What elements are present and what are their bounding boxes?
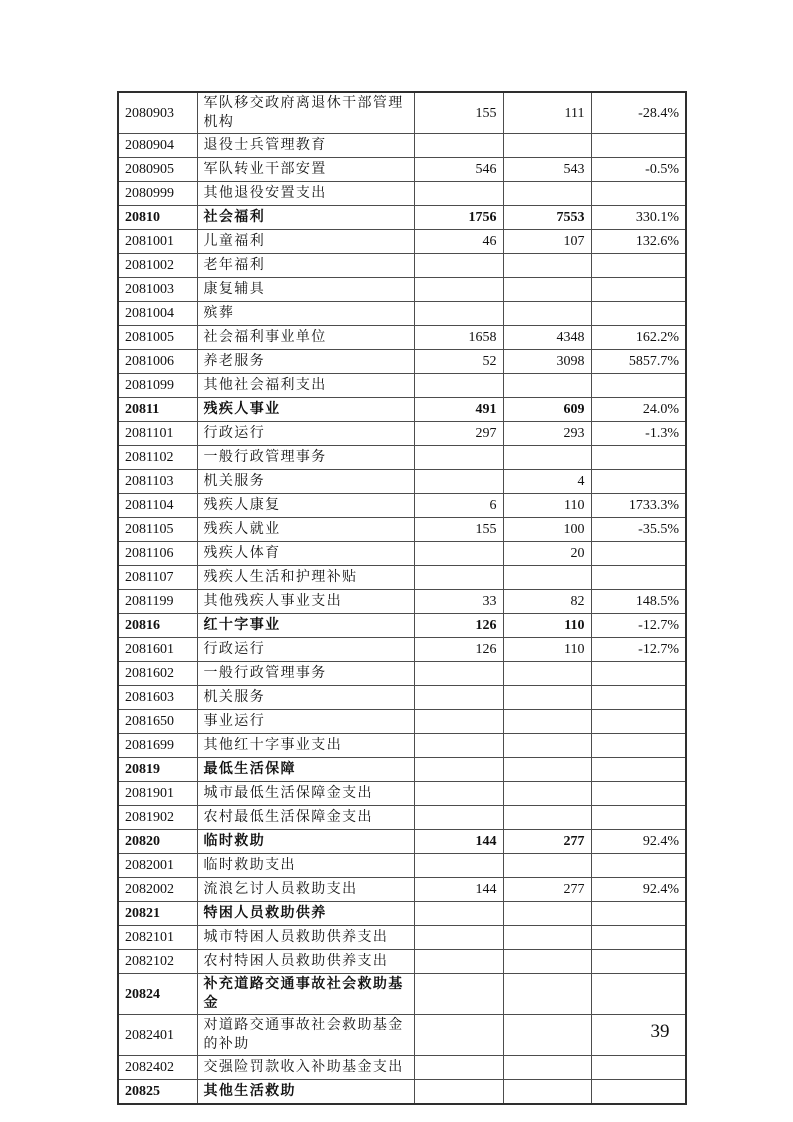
- table-row: [118, 974, 686, 1015]
- code-cell: 2081101: [118, 422, 197, 446]
- table-row: [118, 134, 686, 158]
- code-cell: 2081004: [118, 302, 197, 326]
- amount1-cell: [414, 734, 503, 758]
- amount1-cell: 126: [414, 638, 503, 662]
- amount2-cell: 110: [503, 494, 591, 518]
- code-cell: 2082102: [118, 950, 197, 974]
- table-row: [118, 518, 686, 542]
- name-cell: 事业运行: [197, 710, 414, 734]
- pct-cell: [591, 1056, 686, 1080]
- name-cell: 机关服务: [197, 686, 414, 710]
- code-cell: 2081099: [118, 374, 197, 398]
- name-cell: 机关服务: [197, 470, 414, 494]
- pct-cell: [591, 902, 686, 926]
- name-cell: 养老服务: [197, 350, 414, 374]
- amount1-cell: [414, 902, 503, 926]
- amount2-cell: [503, 182, 591, 206]
- pct-cell: -12.7%: [591, 614, 686, 638]
- name-cell: 老年福利: [197, 254, 414, 278]
- amount1-cell: [414, 806, 503, 830]
- code-cell: 20816: [118, 614, 197, 638]
- code-cell: 2082002: [118, 878, 197, 902]
- code-cell: 2081001: [118, 230, 197, 254]
- pct-cell: 330.1%: [591, 206, 686, 230]
- name-cell: 农村最低生活保障金支出: [197, 806, 414, 830]
- code-cell: 2081699: [118, 734, 197, 758]
- amount2-cell: 277: [503, 830, 591, 854]
- pct-cell: [591, 446, 686, 470]
- table-row: [118, 206, 686, 230]
- pct-cell: [591, 686, 686, 710]
- table-row: [118, 926, 686, 950]
- code-cell: 2081601: [118, 638, 197, 662]
- pct-cell: [591, 182, 686, 206]
- pct-cell: [591, 566, 686, 590]
- amount1-cell: [414, 566, 503, 590]
- pct-cell: [591, 278, 686, 302]
- pct-cell: [591, 470, 686, 494]
- name-cell: 流浪乞讨人员救助支出: [197, 878, 414, 902]
- table-row: [118, 830, 686, 854]
- code-cell: 2081106: [118, 542, 197, 566]
- amount1-cell: [414, 1056, 503, 1080]
- name-cell: 残疾人康复: [197, 494, 414, 518]
- name-cell: 农村特困人员救助供养支出: [197, 950, 414, 974]
- code-cell: 2082101: [118, 926, 197, 950]
- code-cell: 2082402: [118, 1056, 197, 1080]
- amount2-cell: 293: [503, 422, 591, 446]
- amount1-cell: 46: [414, 230, 503, 254]
- name-cell: 行政运行: [197, 638, 414, 662]
- name-cell: 对道路交通事故社会救助基金的补助: [197, 1015, 414, 1056]
- amount1-cell: [414, 758, 503, 782]
- pct-cell: [591, 1080, 686, 1105]
- code-cell: 2081107: [118, 566, 197, 590]
- table-row: [118, 494, 686, 518]
- name-cell: 殡葬: [197, 302, 414, 326]
- pct-cell: 132.6%: [591, 230, 686, 254]
- pct-cell: [591, 542, 686, 566]
- name-cell: 城市最低生活保障金支出: [197, 782, 414, 806]
- code-cell: 20820: [118, 830, 197, 854]
- amount2-cell: 7553: [503, 206, 591, 230]
- pct-cell: -12.7%: [591, 638, 686, 662]
- pct-cell: [591, 782, 686, 806]
- pct-cell: -0.5%: [591, 158, 686, 182]
- amount1-cell: [414, 182, 503, 206]
- table-row: [118, 230, 686, 254]
- code-cell: 2081006: [118, 350, 197, 374]
- amount1-cell: [414, 950, 503, 974]
- name-cell: 红十字事业: [197, 614, 414, 638]
- code-cell: 2081103: [118, 470, 197, 494]
- code-cell: 2081002: [118, 254, 197, 278]
- code-cell: 2081901: [118, 782, 197, 806]
- amount1-cell: [414, 542, 503, 566]
- name-cell: 最低生活保障: [197, 758, 414, 782]
- pct-cell: [591, 134, 686, 158]
- table-row: [118, 686, 686, 710]
- table-row: [118, 854, 686, 878]
- pct-cell: [591, 950, 686, 974]
- pct-cell: [591, 806, 686, 830]
- amount1-cell: 1658: [414, 326, 503, 350]
- code-cell: 2081102: [118, 446, 197, 470]
- amount1-cell: 33: [414, 590, 503, 614]
- code-cell: 2081005: [118, 326, 197, 350]
- pct-cell: [591, 374, 686, 398]
- pct-cell: 92.4%: [591, 878, 686, 902]
- amount2-cell: [503, 134, 591, 158]
- table-row: [118, 326, 686, 350]
- amount2-cell: [503, 782, 591, 806]
- pct-cell: [591, 758, 686, 782]
- amount2-cell: 110: [503, 638, 591, 662]
- pct-cell: [591, 254, 686, 278]
- code-cell: 2080999: [118, 182, 197, 206]
- code-cell: 2081003: [118, 278, 197, 302]
- amount1-cell: [414, 782, 503, 806]
- budget-table-body: [118, 92, 686, 1104]
- table-row: [118, 470, 686, 494]
- amount2-cell: 4348: [503, 326, 591, 350]
- amount2-cell: 110: [503, 614, 591, 638]
- name-cell: 其他社会福利支出: [197, 374, 414, 398]
- amount1-cell: [414, 1080, 503, 1105]
- code-cell: 2081650: [118, 710, 197, 734]
- table-row: [118, 398, 686, 422]
- amount1-cell: [414, 134, 503, 158]
- table-row: [118, 638, 686, 662]
- amount1-cell: [414, 854, 503, 878]
- amount2-cell: 3098: [503, 350, 591, 374]
- amount2-cell: 107: [503, 230, 591, 254]
- code-cell: 2081602: [118, 662, 197, 686]
- budget-table: [117, 91, 687, 1105]
- table-row: [118, 614, 686, 638]
- amount2-cell: [503, 254, 591, 278]
- amount2-cell: 20: [503, 542, 591, 566]
- amount1-cell: [414, 662, 503, 686]
- table-row: [118, 806, 686, 830]
- pct-cell: 148.5%: [591, 590, 686, 614]
- amount2-cell: 543: [503, 158, 591, 182]
- pct-cell: -28.4%: [591, 92, 686, 134]
- amount2-cell: [503, 302, 591, 326]
- name-cell: 临时救助: [197, 830, 414, 854]
- table-row: [118, 734, 686, 758]
- amount1-cell: 144: [414, 830, 503, 854]
- name-cell: 一般行政管理事务: [197, 662, 414, 686]
- table-row: [118, 950, 686, 974]
- amount2-cell: 82: [503, 590, 591, 614]
- name-cell: 儿童福利: [197, 230, 414, 254]
- amount2-cell: [503, 926, 591, 950]
- amount2-cell: 100: [503, 518, 591, 542]
- amount1-cell: 491: [414, 398, 503, 422]
- code-cell: 2080904: [118, 134, 197, 158]
- table-row: [118, 278, 686, 302]
- pct-cell: [591, 926, 686, 950]
- name-cell: 其他红十字事业支出: [197, 734, 414, 758]
- name-cell: 其他退役安置支出: [197, 182, 414, 206]
- table-row: [118, 446, 686, 470]
- amount1-cell: [414, 710, 503, 734]
- amount1-cell: [414, 302, 503, 326]
- table-row: [118, 374, 686, 398]
- code-cell: 2081104: [118, 494, 197, 518]
- table-row: [118, 758, 686, 782]
- pct-cell: [591, 302, 686, 326]
- code-cell: 20811: [118, 398, 197, 422]
- amount1-cell: [414, 926, 503, 950]
- table-row: [118, 1056, 686, 1080]
- amount1-cell: 52: [414, 350, 503, 374]
- amount2-cell: [503, 734, 591, 758]
- amount1-cell: 155: [414, 92, 503, 134]
- code-cell: 20819: [118, 758, 197, 782]
- amount2-cell: [503, 1056, 591, 1080]
- amount1-cell: [414, 374, 503, 398]
- amount2-cell: [503, 854, 591, 878]
- amount2-cell: [503, 1015, 591, 1056]
- table-row: [118, 182, 686, 206]
- table-row: [118, 1080, 686, 1105]
- amount2-cell: 277: [503, 878, 591, 902]
- name-cell: 残疾人生活和护理补贴: [197, 566, 414, 590]
- code-cell: 2082401: [118, 1015, 197, 1056]
- table-row: [118, 254, 686, 278]
- code-cell: 2080903: [118, 92, 197, 134]
- pct-cell: 24.0%: [591, 398, 686, 422]
- name-cell: 社会福利事业单位: [197, 326, 414, 350]
- name-cell: 残疾人就业: [197, 518, 414, 542]
- name-cell: 其他残疾人事业支出: [197, 590, 414, 614]
- code-cell: 2081902: [118, 806, 197, 830]
- pct-cell: [591, 854, 686, 878]
- table-row: [118, 302, 686, 326]
- page-number: 39: [650, 1021, 670, 1042]
- table-row: [118, 878, 686, 902]
- name-cell: 城市特困人员救助供养支出: [197, 926, 414, 950]
- table-row: [118, 710, 686, 734]
- code-cell: 20824: [118, 974, 197, 1015]
- table-row: [118, 782, 686, 806]
- code-cell: 2082001: [118, 854, 197, 878]
- amount2-cell: [503, 974, 591, 1015]
- pct-cell: 1733.3%: [591, 494, 686, 518]
- name-cell: 残疾人事业: [197, 398, 414, 422]
- table-row: [118, 542, 686, 566]
- code-cell: 20821: [118, 902, 197, 926]
- pct-cell: [591, 734, 686, 758]
- amount2-cell: [503, 1080, 591, 1105]
- table-row: [118, 662, 686, 686]
- amount1-cell: [414, 254, 503, 278]
- table-row: [118, 350, 686, 374]
- amount1-cell: 297: [414, 422, 503, 446]
- pct-cell: 92.4%: [591, 830, 686, 854]
- table-row: [118, 902, 686, 926]
- amount2-cell: [503, 758, 591, 782]
- amount2-cell: 111: [503, 92, 591, 134]
- amount2-cell: [503, 278, 591, 302]
- name-cell: 交强险罚款收入补助基金支出: [197, 1056, 414, 1080]
- amount1-cell: [414, 974, 503, 1015]
- amount1-cell: 6: [414, 494, 503, 518]
- code-cell: 20810: [118, 206, 197, 230]
- name-cell: 退役士兵管理教育: [197, 134, 414, 158]
- amount2-cell: [503, 374, 591, 398]
- name-cell: 行政运行: [197, 422, 414, 446]
- amount2-cell: [503, 662, 591, 686]
- amount1-cell: 126: [414, 614, 503, 638]
- name-cell: 残疾人体育: [197, 542, 414, 566]
- name-cell: 其他生活救助: [197, 1080, 414, 1105]
- amount1-cell: [414, 1015, 503, 1056]
- table-row: [118, 1015, 686, 1056]
- amount2-cell: [503, 806, 591, 830]
- amount2-cell: [503, 902, 591, 926]
- amount1-cell: [414, 278, 503, 302]
- name-cell: 临时救助支出: [197, 854, 414, 878]
- amount1-cell: 155: [414, 518, 503, 542]
- code-cell: 2080905: [118, 158, 197, 182]
- amount2-cell: 4: [503, 470, 591, 494]
- pct-cell: [591, 974, 686, 1015]
- amount2-cell: [503, 710, 591, 734]
- pct-cell: -1.3%: [591, 422, 686, 446]
- name-cell: 特困人员救助供养: [197, 902, 414, 926]
- amount2-cell: [503, 950, 591, 974]
- amount2-cell: 609: [503, 398, 591, 422]
- table-row: [118, 566, 686, 590]
- amount2-cell: [503, 446, 591, 470]
- amount1-cell: [414, 446, 503, 470]
- table-row: [118, 422, 686, 446]
- amount1-cell: 1756: [414, 206, 503, 230]
- amount2-cell: [503, 686, 591, 710]
- pct-cell: -35.5%: [591, 518, 686, 542]
- pct-cell: 5857.7%: [591, 350, 686, 374]
- table-row: [118, 92, 686, 134]
- amount1-cell: [414, 686, 503, 710]
- code-cell: 2081105: [118, 518, 197, 542]
- code-cell: 20825: [118, 1080, 197, 1105]
- code-cell: 2081603: [118, 686, 197, 710]
- name-cell: 一般行政管理事务: [197, 446, 414, 470]
- pct-cell: [591, 710, 686, 734]
- name-cell: 军队转业干部安置: [197, 158, 414, 182]
- table-row: [118, 590, 686, 614]
- name-cell: 补充道路交通事故社会救助基金: [197, 974, 414, 1015]
- amount1-cell: 546: [414, 158, 503, 182]
- name-cell: 军队移交政府离退休干部管理机构: [197, 92, 414, 134]
- pct-cell: 162.2%: [591, 326, 686, 350]
- name-cell: 康复辅具: [197, 278, 414, 302]
- amount2-cell: [503, 566, 591, 590]
- table-row: [118, 158, 686, 182]
- amount1-cell: [414, 470, 503, 494]
- code-cell: 2081199: [118, 590, 197, 614]
- name-cell: 社会福利: [197, 206, 414, 230]
- amount1-cell: 144: [414, 878, 503, 902]
- pct-cell: [591, 662, 686, 686]
